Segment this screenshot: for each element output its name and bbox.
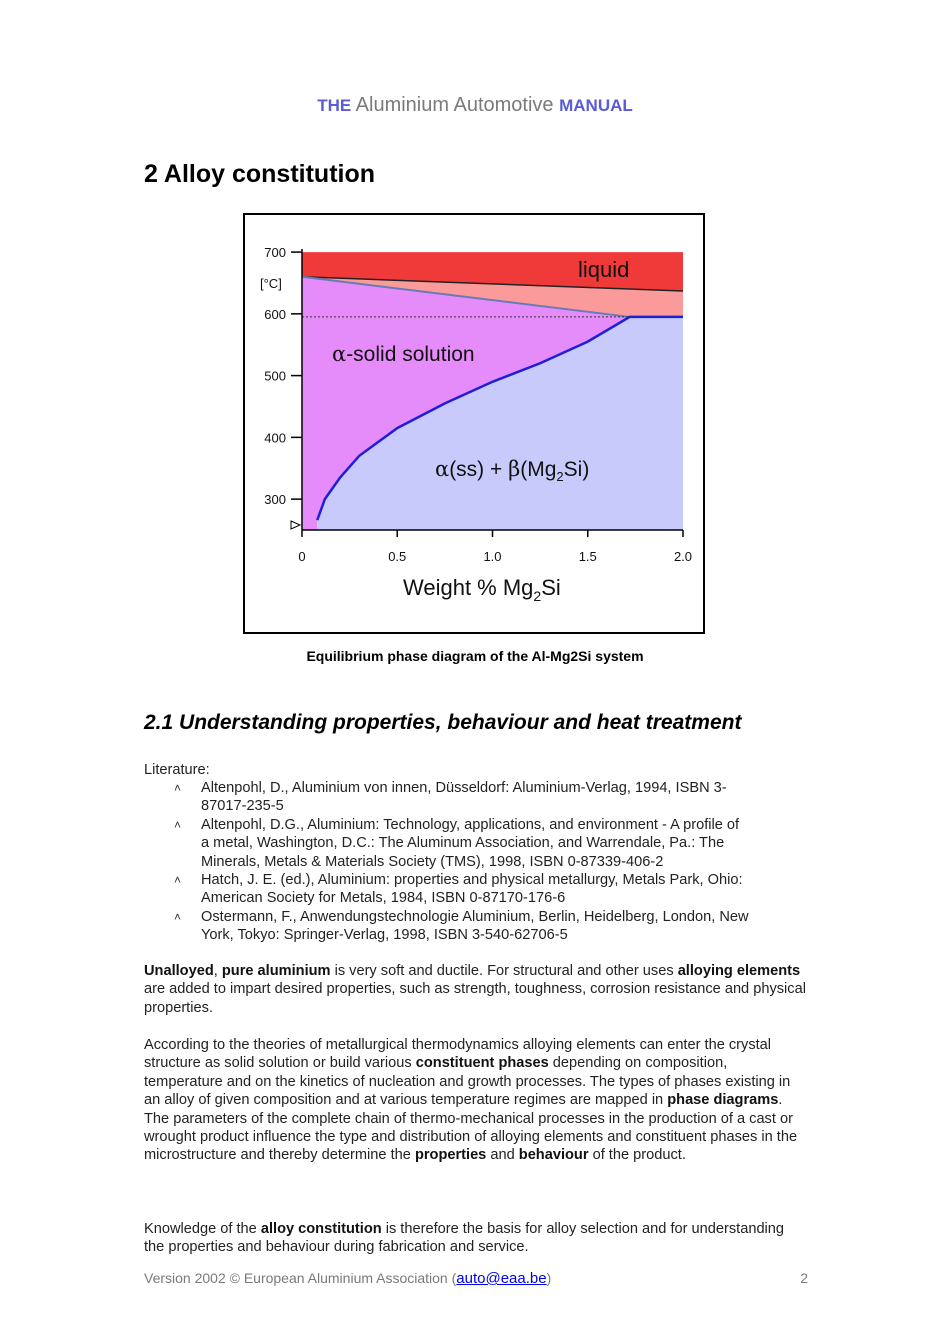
x-axis-label <box>403 575 561 604</box>
text-run: . <box>778 1092 783 1109</box>
text-run: Knowledge of the <box>144 1221 261 1237</box>
ref-line: Ostermann, F., Anwendungstechnologie Aluminium, Berlin, Heidelberg, London, New <box>201 908 749 925</box>
y-tick-label: 600 <box>264 306 286 322</box>
bold-term: behaviour <box>518 1147 589 1164</box>
x-label-sub: 2 <box>533 588 542 604</box>
text-run: depending on composition, temperature and on the kinetics of nucleation and growth processes. The types of phases existing in an alloy of given composition and at various temperature regimes are mapped in <box>144 1055 791 1109</box>
region-label-alpha-solid-solution <box>332 342 475 366</box>
running-header <box>0 94 950 117</box>
footer-close: ) <box>546 1270 552 1286</box>
paragraph-unalloyed <box>144 962 808 1017</box>
x-tick-label: 2.0 <box>673 549 693 564</box>
ref-line: York, Tokyo: Springer-Verlag, 1998, ISBN 3-540-62706-5 <box>201 927 568 944</box>
page-footer <box>144 1270 808 1287</box>
text-run: According to the theories of metallurgical thermodynamics alloying elements can enter the crystal structure as solid solution or build various <box>144 1037 772 1072</box>
list-item <box>174 779 814 816</box>
bold-term: alloying elements <box>677 963 801 979</box>
list-item <box>174 871 814 908</box>
x-tick-label: 1.5 <box>578 549 597 564</box>
x-tick-label: 1.0 <box>483 549 502 564</box>
section-title: 2 Alloy constitution <box>144 160 376 188</box>
bullet-icon: ˄ <box>174 873 182 888</box>
ab-ss: (ss) + <box>449 458 509 481</box>
list-item <box>174 908 814 945</box>
text-run: are added to impart desired properties, such as strength, toughness, corrosion resistance and physical properties. <box>144 981 806 1016</box>
phase-diagram-figure <box>243 213 705 634</box>
text-run: , <box>213 963 222 979</box>
x-label-end: Si <box>541 575 561 600</box>
region-label-liquid: liquid <box>578 257 630 282</box>
paragraph-thermodynamics <box>144 1036 808 1165</box>
y-tick-label: 500 <box>264 368 286 384</box>
text-run: is therefore the basis for alloy selection and for understanding the properties and behaviour during fabrication and service. <box>144 1221 785 1256</box>
x-tick-label: 0.5 <box>388 549 407 564</box>
alpha-label-rest: -solid solution <box>346 343 475 366</box>
page-number: 2 <box>800 1270 808 1286</box>
subsection-title: 2.1 Understanding properties, behaviour and heat treatment <box>144 711 742 734</box>
ref-line: Altenpohl, D.G., Aluminium: Technology, applications, and environment - A profile of <box>201 816 740 833</box>
ab-alpha: α <box>435 457 450 481</box>
reference-list <box>174 779 814 945</box>
ref-line: a metal, Washington, D.C.: The Aluminum Association, and Warrendale, Pa.: The <box>201 835 725 852</box>
phase-diagram-chart <box>245 215 703 632</box>
paragraph-knowledge <box>144 1220 808 1257</box>
header-manual: MANUAL <box>559 96 633 115</box>
ref-line: American Society for Metals, 1984, ISBN 0-87170-176-6 <box>201 890 566 907</box>
text-run: of the product. <box>588 1147 686 1164</box>
bullet-icon: ˄ <box>174 817 182 832</box>
y-tick-label: 300 <box>264 492 286 508</box>
text-run: and <box>486 1147 519 1164</box>
bold-term: constituent phases <box>415 1055 549 1072</box>
y-tick-label: 400 <box>264 430 286 446</box>
bold-term: properties <box>414 1147 487 1164</box>
list-item <box>174 816 814 871</box>
bold-term: alloy constitution <box>260 1221 382 1237</box>
email-link[interactable]: auto@eaa.be <box>456 1270 547 1287</box>
ab-si: Si) <box>563 458 590 481</box>
footer-text: Version 2002 © European Aluminium Association ( <box>144 1270 457 1286</box>
axis-break-mark <box>291 521 300 529</box>
header-the: THE <box>317 96 352 115</box>
x-label-main: Weight % Mg <box>403 575 534 600</box>
bold-term: phase diagrams <box>667 1092 779 1109</box>
ref-line: Altenpohl, D., Aluminium von innen, Düsseldorf: Aluminium-Verlag, 1994, ISBN 3- <box>201 780 727 796</box>
ref-line: 87017-235-5 <box>201 798 284 815</box>
ab-mg: (Mg <box>520 458 557 481</box>
alpha-symbol: α <box>332 342 347 366</box>
header-title: Aluminium Automotive <box>355 94 554 116</box>
y-tick-label: 700 <box>264 245 286 261</box>
y-axis-unit: [°C] <box>260 276 282 291</box>
ref-line: Hatch, J. E. (ed.), Aluminium: properties and physical metallurgy, Metals Park, Ohio: <box>201 872 743 889</box>
text-run: is very soft and ductile. For structural and other uses <box>330 963 678 979</box>
ab-beta: β <box>508 457 521 481</box>
bold-term: pure aluminium <box>221 963 331 979</box>
figure-caption: Equilibrium phase diagram of the Al-Mg2Si system <box>306 648 644 664</box>
bold-term: Unalloyed <box>144 963 214 979</box>
bullet-icon: ˄ <box>174 909 182 924</box>
phase-regions <box>302 252 683 530</box>
ref-line: Minerals, Metals & Materials Society (TMS), 1998, ISBN 0-87339-406-2 <box>201 853 664 870</box>
text-run: The parameters of the complete chain of thermo-mechanical processes in the production of a cast or wrought product influence the type and distribution of alloying elements and constituent phases in the microstructure and thereby determine the <box>144 1110 798 1164</box>
bullet-icon: ˄ <box>174 781 182 795</box>
literature-label: Literature: <box>144 762 210 778</box>
ab-sub: 2 <box>556 469 564 484</box>
region-label-alpha-beta <box>435 457 589 484</box>
x-tick-label: 0 <box>298 549 306 564</box>
